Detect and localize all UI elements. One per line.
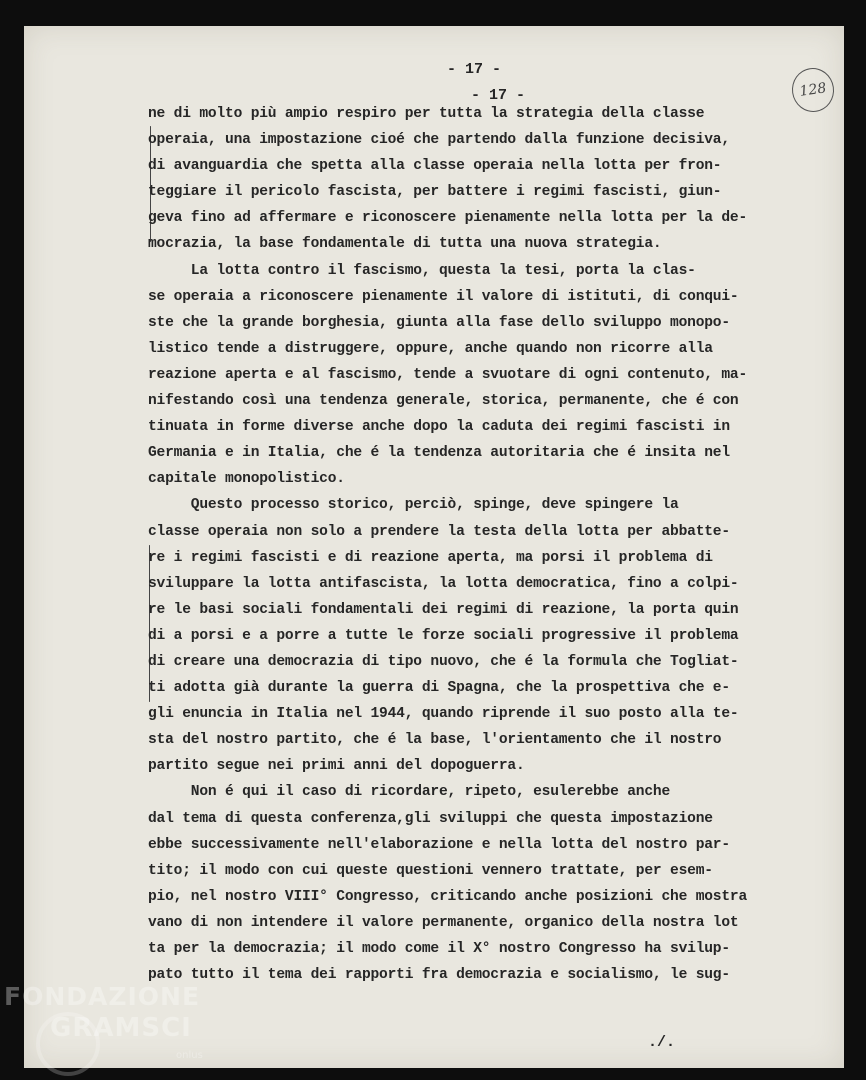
text-line: ne di molto più ampio respiro per tutta la strategia della classe <box>148 106 705 122</box>
text-line: mocrazia, la base fondamentale di tutta una nuova strategia. <box>148 236 662 253</box>
text-line: La lotta contro il fascismo, questa la tesi, porta la clas- <box>148 262 696 279</box>
text-line: geva fino ad affermare e riconoscere pienamente nella lotta per la de- <box>148 210 748 227</box>
text-line: partito segue nei primi anni del dopoguerra. <box>148 758 525 775</box>
text-line: ste che la grande borghesia, giunta alla fase dello sviluppo monopo- <box>148 314 730 331</box>
text-line: di a porsi e a porre a tutte le forze sociali progressive il problema <box>148 627 739 644</box>
typed-text-body <box>148 101 838 988</box>
text-line: sta del nostro partito, che é la base, l'orientamento che il nostro <box>148 732 722 749</box>
text-line: ti adotta già durante la guerra di Spagna, che la prospettiva che e- <box>148 680 730 697</box>
text-line: tito; il modo con cui queste questioni vennero trattate, per esem- <box>148 862 713 879</box>
text-line: pio, nel nostro VIII° Congresso, criticando anche posizioni che mostra <box>148 888 748 905</box>
text-line: ebbe successivamente nell'elaborazione e nella lotta del nostro par- <box>148 836 730 853</box>
watermark-logo <box>4 984 200 1041</box>
text-line: Questo processo storico, perciò, spinge, deve spingere la <box>148 497 679 514</box>
text-line: vano di non intendere il valore permanente, organico della nostra lot <box>148 914 739 931</box>
text-line: listico tende a distruggere, oppure, anche quando non ricorre alla <box>148 340 713 357</box>
text-line: sviluppare la lotta antifascista, la lotta democratica, fino a colpi- <box>148 575 739 592</box>
continuation-mark: ./. <box>648 1034 676 1051</box>
text-line: pato tutto il tema dei rapporti fra democrazia e socialismo, le sug- <box>148 967 730 984</box>
text-line: reazione aperta e al fascismo, tende a svuotare di ogni contenuto, ma- <box>148 366 748 383</box>
text-line: se operaia a riconoscere pienamente il valore di istituti, di conqui- <box>148 288 739 305</box>
watermark-line2: GRAMSCI <box>50 1013 192 1043</box>
text-line: di avanguardia che spetta alla classe operaia nella lotta per fron- <box>148 158 722 175</box>
text-line: ta per la democrazia; il modo come il X° nostro Congresso ha svilup- <box>148 941 730 957</box>
folio-stamp: 128 <box>789 65 837 114</box>
text-line: re le basi sociali fondamentali dei regimi di reazione, la porta quin <box>148 601 739 618</box>
text-line: classe operaia non solo a prendere la testa della lotta per abbatte- <box>148 523 730 540</box>
text-line: teggiare il pericolo fascista, per battere i regimi fascisti, giun- <box>148 184 722 201</box>
page-number-text: - 17 - <box>447 61 502 78</box>
text-line: nifestando così una tendenza generale, storica, permanente, che é con <box>148 393 739 410</box>
watermark-line1: FONDAZIONE <box>4 982 201 1011</box>
watermark-sub: onlus <box>176 1050 203 1061</box>
text-line: tinuata in forme diverse anche dopo la caduta dei regimi fascisti in <box>148 419 730 436</box>
text-line: Non é qui il caso di ricordare, ripeto, esulerebbe anche <box>148 784 671 801</box>
text-line: re i regimi fascisti e di reazione aperta, ma porsi il problema di <box>148 549 713 566</box>
text-line: capitale monopolistico. <box>148 471 345 488</box>
text-line: gli enuncia in Italia nel 1944, quando riprende il suo posto alla te- <box>148 706 739 723</box>
text-line: di creare una democrazia di tipo nuovo, che é la formula che Togliat- <box>148 653 739 670</box>
text-line: operaia, una impostazione cioé che partendo dalla funzione decisiva, <box>148 132 730 149</box>
page-number: - 17 - <box>471 87 526 104</box>
text-line: dal tema di questa conferenza,gli sviluppi che questa impostazione <box>148 810 713 827</box>
text-line: Germania e in Italia, che é la tendenza autoritaria che é insita nel <box>148 445 730 462</box>
